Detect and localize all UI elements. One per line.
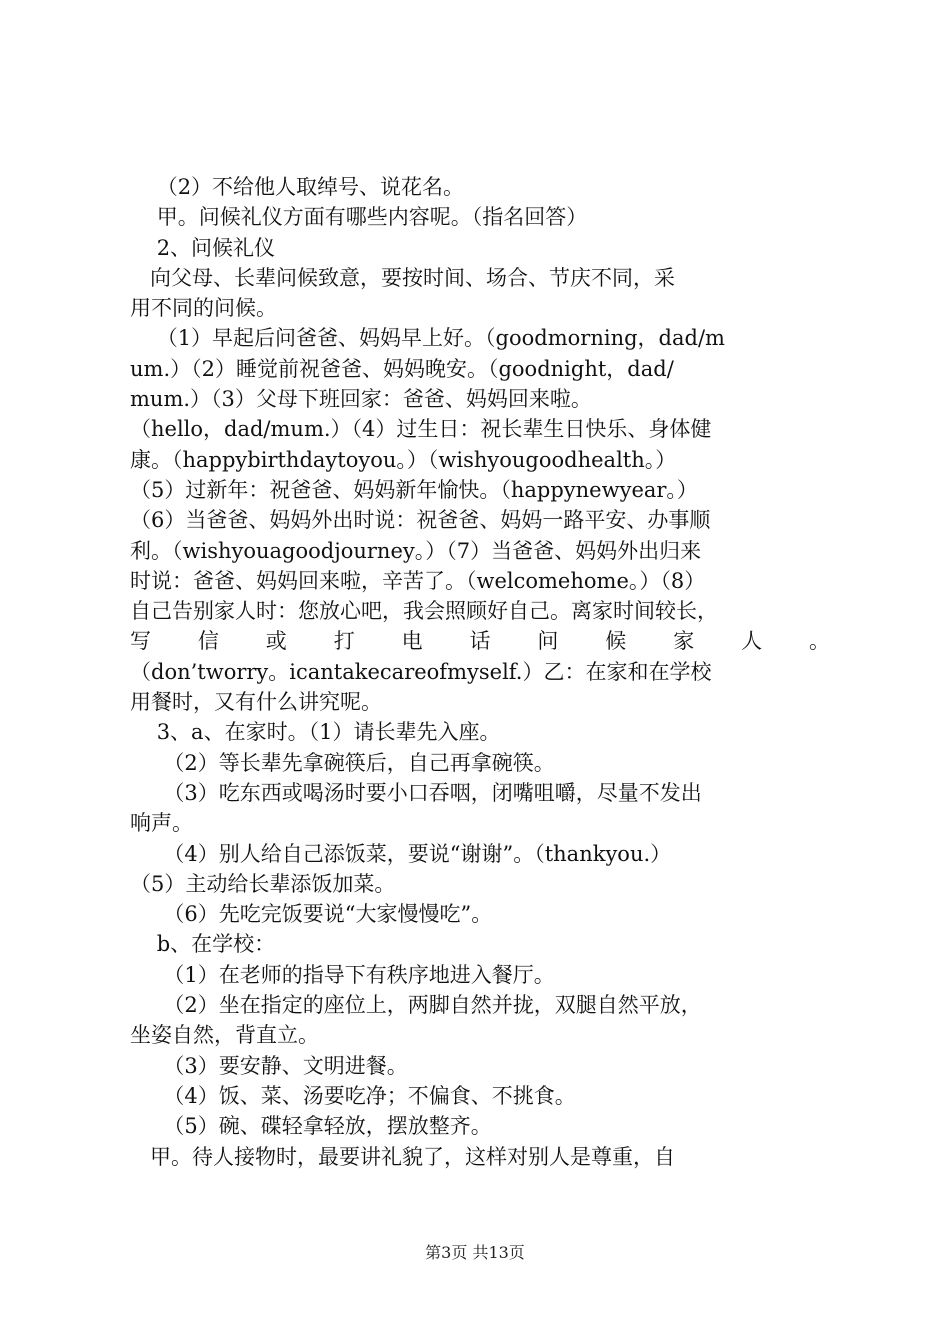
text-line: 2、问候礼仪 — [130, 235, 276, 260]
text-line: 用不同的问候。 — [130, 296, 277, 321]
text-line: 甲。待人接物时，最要讲礼貌了，这样对别人是尊重，自 — [130, 1144, 676, 1169]
text-line: （1）在老师的指导下有秩序地进入餐厅。 — [130, 962, 555, 987]
text-line: （3）吃东西或喝汤时要小口吞咽，闭嘴咀嚼，尽量不发出 — [130, 780, 702, 805]
text-line: （1）早起后问爸爸、妈妈早上好。（goodmorning，dad/m — [130, 326, 725, 351]
text-line: （3）要安静、文明进餐。 — [130, 1053, 408, 1078]
text-line: 坐姿自然，背直立。 — [130, 1023, 319, 1048]
text-line: 自己告别家人时：您放心吧，我会照顾好自己。离家时间较长， — [130, 599, 718, 624]
text-line: 甲。问候礼仪方面有哪些内容呢。（指名回答） — [130, 205, 588, 230]
text-line: （6）先吃完饭要说“大家慢慢吃”。 — [130, 902, 493, 927]
text-line: 利。（wishyouagoodjourney。）（7）当爸爸、妈妈外出归来 — [130, 538, 702, 563]
text-line: 写 信 或 打 电 话 问 候 家 人 。 — [130, 629, 830, 654]
text-line: b、在学校： — [130, 932, 276, 957]
text-line: （don’tworry。icantakecareofmyself.）乙：在家和在学校 — [130, 659, 712, 684]
text-line: 用餐时，又有什么讲究呢。 — [130, 690, 382, 715]
text-line: （6）当爸爸、妈妈外出时说：祝爸爸、妈妈一路平安、办事顺 — [130, 508, 711, 533]
text-line: （5）过新年：祝爸爸、妈妈新年愉快。（happynewyear。） — [130, 477, 698, 502]
text-line: 响声。 — [130, 811, 193, 836]
text-line: 向父母、长辈问候致意，要按时间、场合、节庆不同，采 — [130, 265, 676, 290]
text-line: 3、a、在家时。（1）请长辈先入座。 — [130, 720, 501, 745]
text-line: mum.）（3）父母下班回家：爸爸、妈妈回来啦。 — [130, 387, 592, 412]
text-line: （2）等长辈先拿碗筷后，自己再拿碗筷。 — [130, 750, 555, 775]
text-line: （2）不给他人取绰号、说花名。 — [130, 175, 465, 199]
text-line: （5）碗、碟轻拿轻放，摆放整齐。 — [130, 1114, 492, 1139]
text-line: 康。（happybirthdaytoyou。）（wishyougoodhealth。） — [130, 447, 677, 472]
text-line: um.）（2）睡觉前祝爸爸、妈妈晚安。（goodnight，dad/ — [130, 356, 674, 381]
text-line: （hello，dad/mum.）（4）过生日：祝长辈生日快乐、身体健 — [130, 417, 712, 442]
page-footer: 第3页 共13页 — [425, 1243, 525, 1262]
text-line: 时说：爸爸、妈妈回来啦，辛苦了。（welcomehome。）（8） — [130, 568, 706, 593]
text-line: （4）饭、菜、汤要吃净；不偏食、不挑食。 — [130, 1083, 576, 1108]
text-line: （4）别人给自己添饭菜，要说“谢谢”。（thankyou.） — [130, 841, 672, 866]
text-line: （2）坐在指定的座位上，两脚自然并拢，双腿自然平放， — [130, 993, 702, 1018]
text-line: （5）主动给长辈添饭加菜。 — [130, 871, 396, 896]
document-body — [130, 172, 830, 1172]
